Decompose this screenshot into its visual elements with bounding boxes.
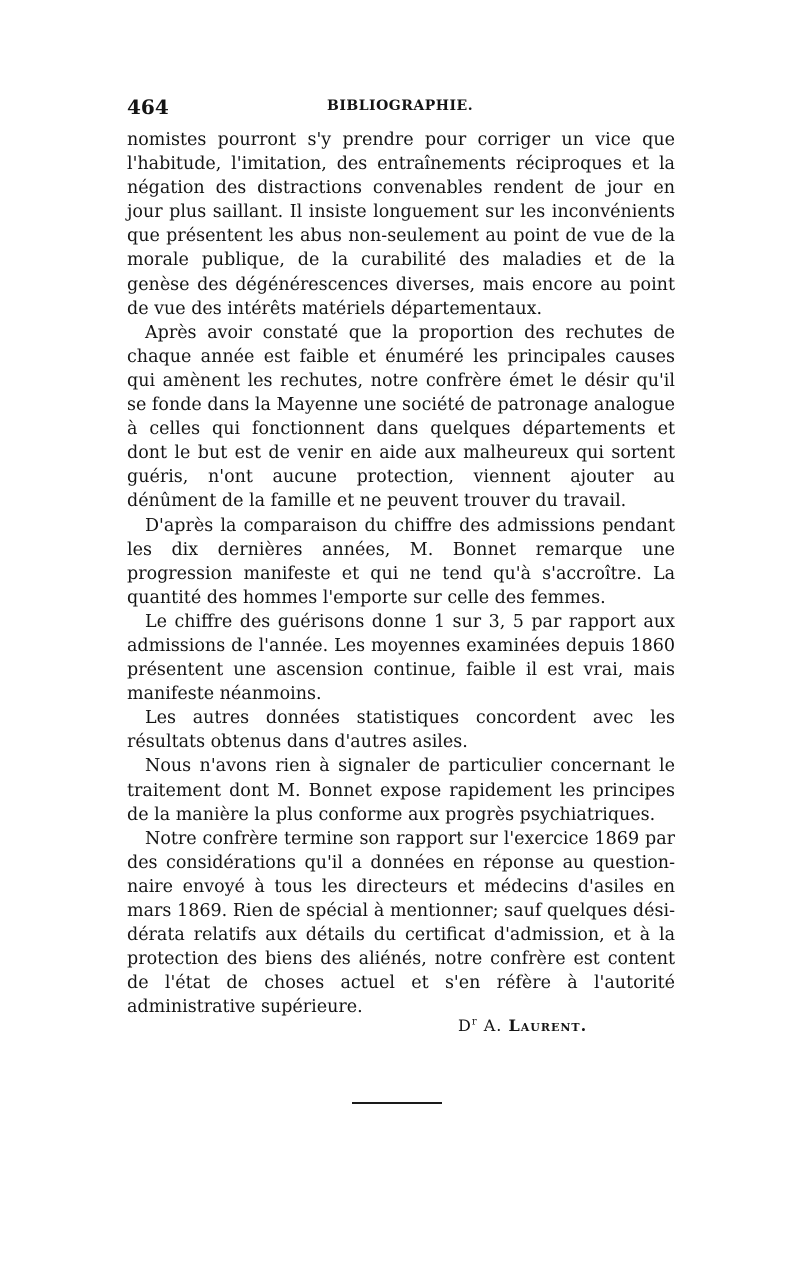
page-number: 464: [127, 95, 169, 119]
signature-title-sup: r: [471, 1016, 478, 1028]
paragraph: nomistes pourront s'y prendre pour corriger un vice que l'habitude, l'imitation, des entraînements réciproques et la négation des distractions convenables rendent de jour en jour plus saillant. Il insiste longuement sur les inconvénients que présentent les abus non-seulement au point de vue de la morale publique, de la curabilité des maladies et de la genèse des dégénérescences diverses, mais encore au point de vue des intérêts matériels départementaux.: [127, 130, 675, 319]
end-rule: [352, 1102, 442, 1104]
signature-initial: A.: [483, 1016, 503, 1035]
signature-title: D: [458, 1016, 472, 1035]
paragraph: Les autres données statistiques concordent avec les résultats obtenus dans d'autres asiles.: [127, 708, 675, 753]
signature-surname: Laurent.: [508, 1016, 588, 1035]
paragraph: Nous n'avons rien à signaler de particulier concernant le traitement dont M. Bonnet expose rapidement les principes de la manière la plus conforme aux progrès psychiatriques.: [127, 756, 675, 825]
body-text: [127, 128, 675, 1019]
running-head: BIBLIOGRAPHIE.: [327, 98, 474, 114]
paragraph: D'après la comparaison du chiffre des admissions pendant les dix dernières années, M. Bonnet remarque une progression manifeste et qui ne tend qu'à s'accroître. La quantité des hommes l'emporte sur celle des femmes.: [127, 515, 675, 608]
page-header: [127, 95, 675, 121]
paragraph: Notre confrère termine son rapport sur l'exercice 1869 par des considérations qu'il a données en réponse au questionnaire envoyé à tous les directeurs et médecins d'asiles en mars 1869. Rien de spécial à mentionner; sauf quelques désidérata relatifs aux détails du certificat d'admission, et à la protection des biens des aliénés, notre confrère est content de l'état de choses actuel et s'en réfère à l'autorité administrative supérieure.: [127, 828, 675, 1018]
author-signature: [458, 1016, 587, 1035]
paragraph: Après avoir constaté que la proportion des rechutes de chaque année est faible et énuméré les principales causes qui amènent les rechutes, notre confrère émet le désir qu'il se fonde dans la Mayenne une société de patronage analogue à celles qui fonctionnent dans quelques départements et dont le but est de venir en aide aux malheureux qui sortent guéris, n'ont aucune protection, viennent ajouter au dénûment de la famille et ne peuvent trouver du travail.: [127, 322, 675, 512]
paragraph: Le chiffre des guérisons donne 1 sur 3, 5 par rapport aux admissions de l'année. Les moyennes examinées depuis 1860 présentent une ascension continue, faible il est vrai, mais manifeste néanmoins.: [127, 611, 675, 705]
